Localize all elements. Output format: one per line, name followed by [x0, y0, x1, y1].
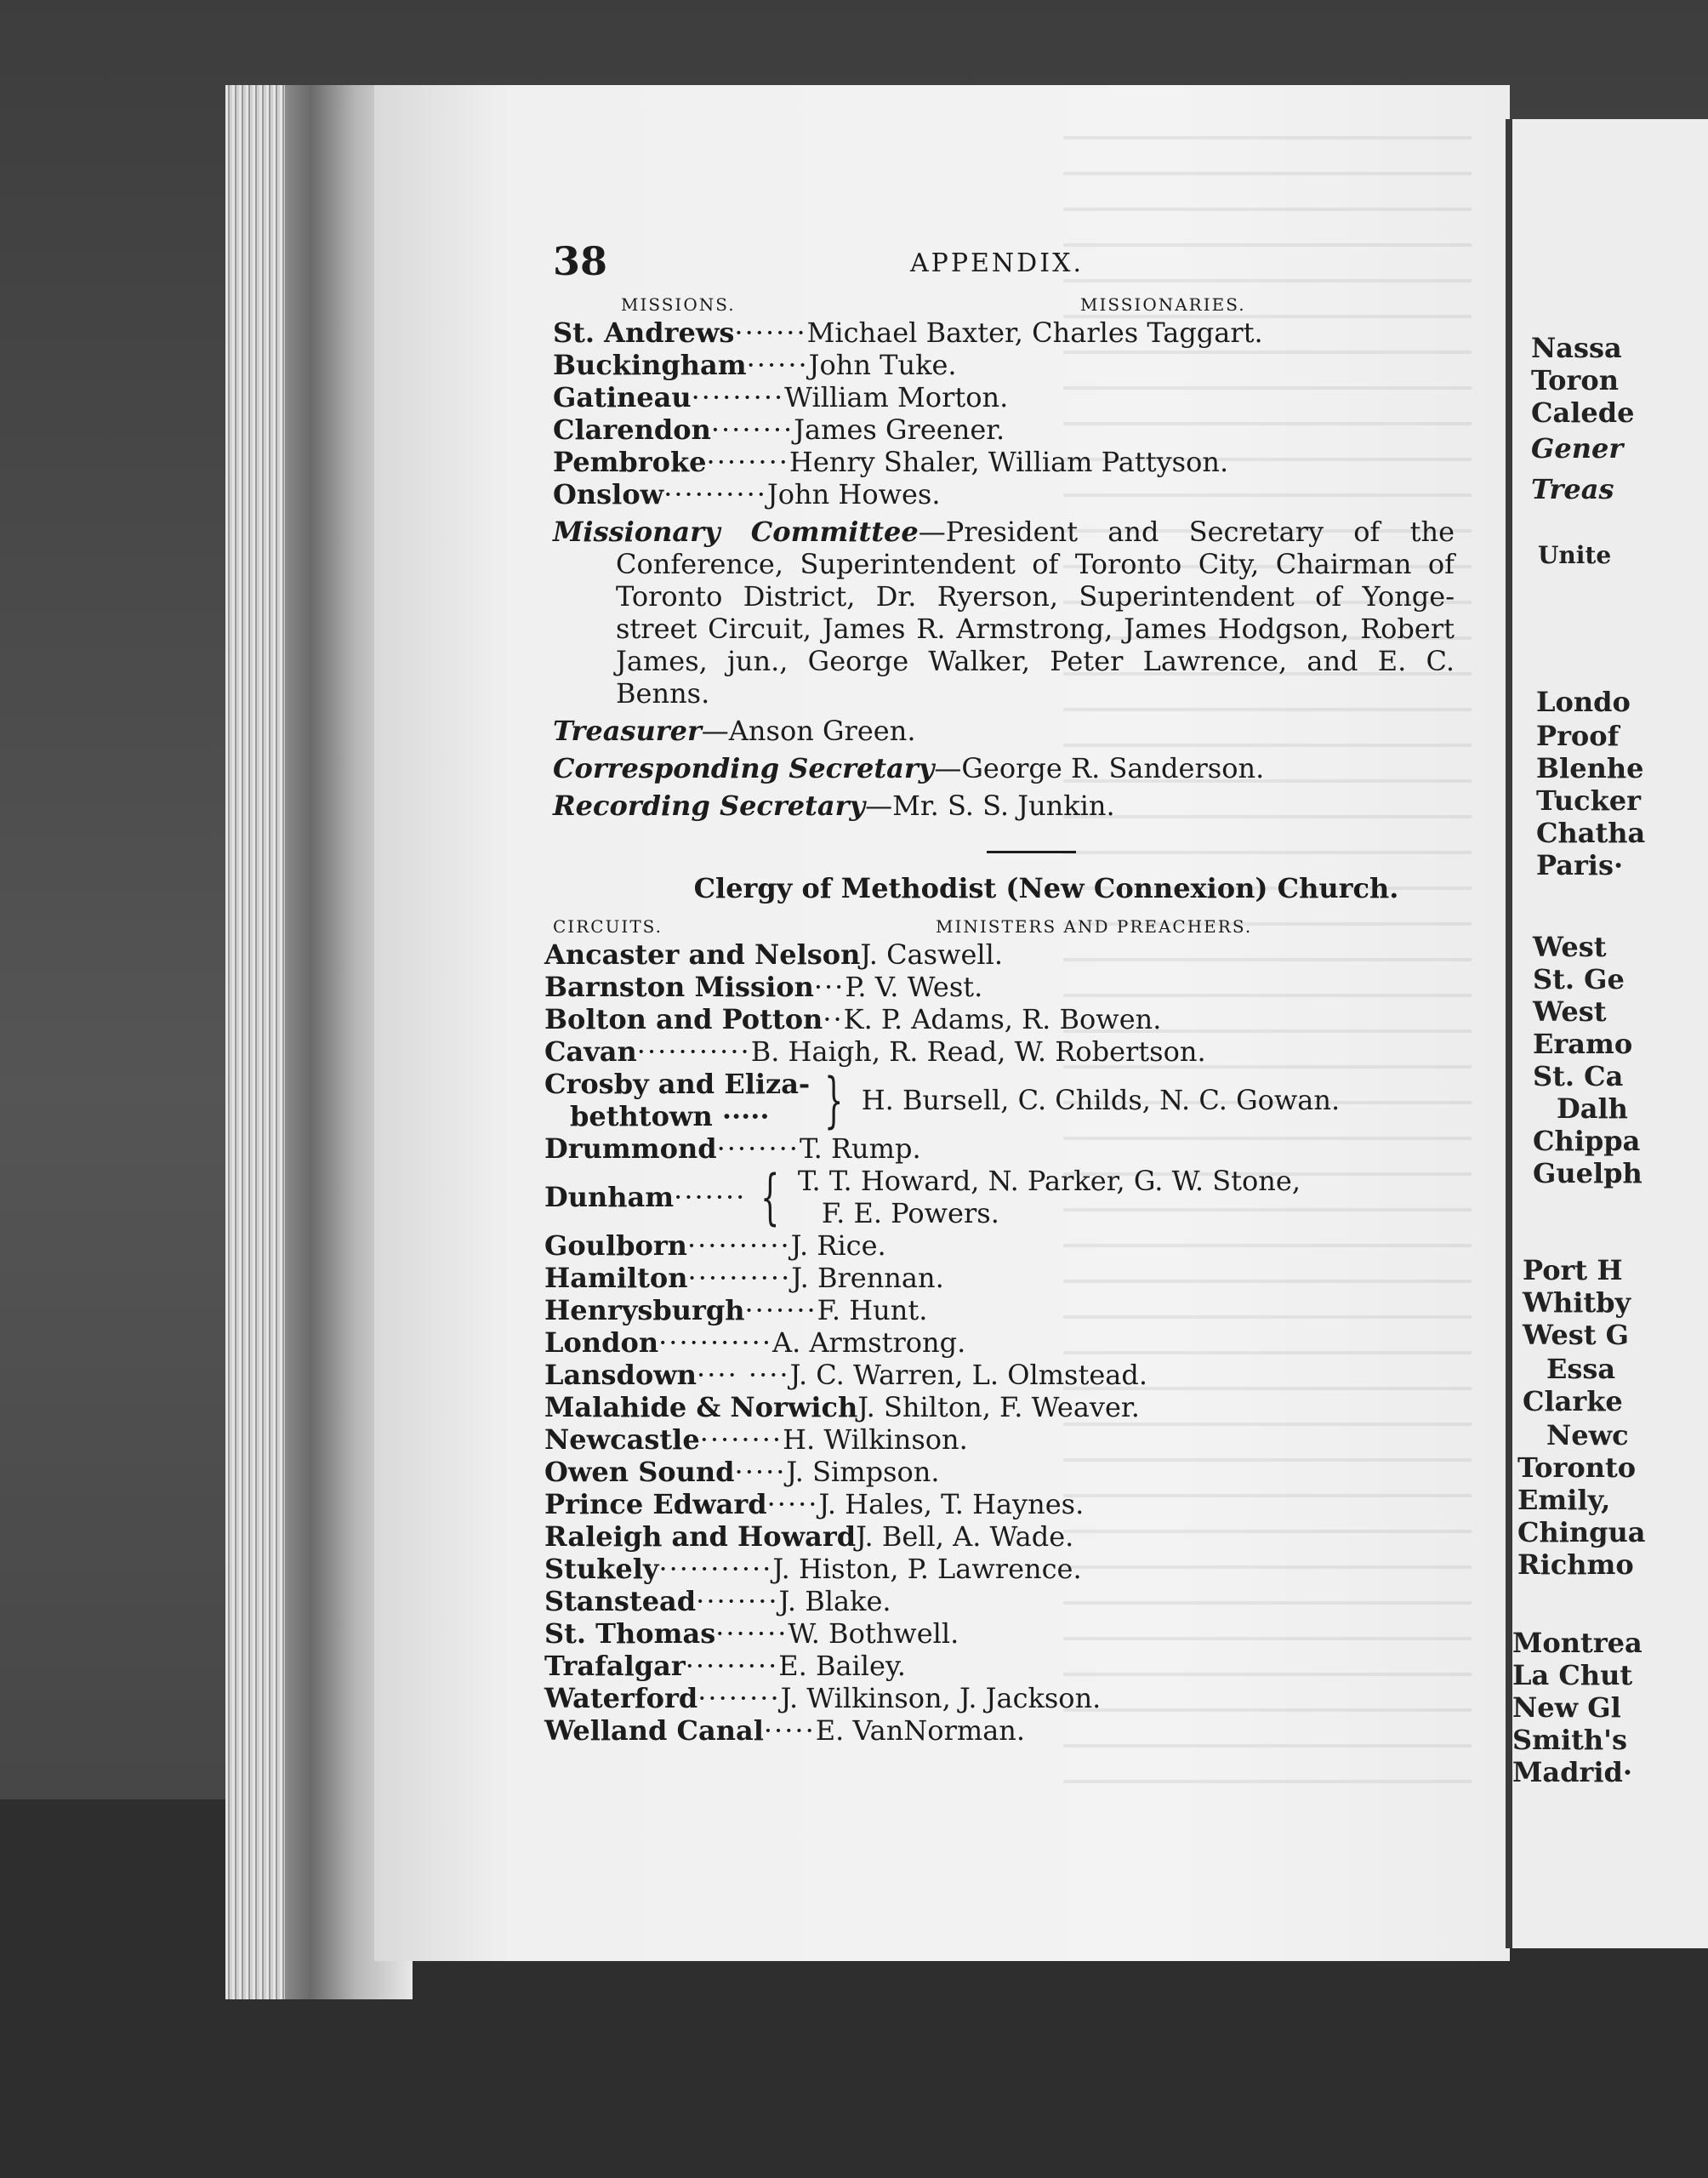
circuit-name: Cavan [544, 1035, 637, 1068]
circuit-name: Stukely [544, 1553, 659, 1585]
list-item [544, 1065, 1480, 1135]
minister-names: J. Caswell. [860, 938, 1004, 971]
list-item [544, 1456, 1480, 1488]
circuit-name: Drummond [544, 1132, 717, 1165]
right-page-word: Chatha [1536, 817, 1646, 849]
list-item [544, 1003, 1480, 1035]
missionary-names: William Morton. [784, 381, 1009, 413]
committee-section [553, 516, 1455, 822]
right-page-word: Richmo [1517, 1548, 1634, 1581]
circuit-name: Ancaster and Nelson [544, 938, 861, 971]
right-page-word: Treas [1531, 473, 1614, 505]
leader-dots: ······· [674, 1181, 747, 1213]
right-page-word: Blenhe [1536, 752, 1644, 784]
corresponding-secretary-label: Corresponding Secretary [553, 752, 935, 784]
page-gutter [1506, 119, 1512, 1948]
circuit-name: London [544, 1326, 659, 1359]
leader-dots: ······· [744, 1294, 817, 1326]
missionaries-header: MISSIONARIES. [1080, 294, 1246, 315]
circuit-name-line: bethtown ····· [570, 1100, 770, 1132]
right-page-word: Emily, [1517, 1484, 1611, 1516]
right-page-word: St. Ge [1533, 963, 1625, 995]
list-item [544, 1488, 1480, 1520]
leader-dots: ······ [746, 349, 809, 381]
list-item [553, 478, 1480, 510]
missionary-names: James Greener. [794, 413, 1005, 446]
minister-names: H. Bursell, C. Childs, N. C. Gowan. [861, 1084, 1341, 1116]
minister-names: J. Rice. [790, 1229, 886, 1262]
circuits-header: CIRCUITS. [553, 916, 663, 937]
minister-names: J. Histon, P. Lawrence. [772, 1553, 1082, 1585]
leader-dots: ····· [763, 1714, 816, 1747]
right-page-word: Guelph [1533, 1157, 1643, 1189]
circuits-list [544, 938, 1480, 1747]
missionary-committee [553, 516, 1455, 710]
right-page-word: West [1533, 931, 1607, 963]
minister-names: E. VanNorman. [815, 1714, 1026, 1747]
right-page-word: St. Ca [1533, 1060, 1624, 1092]
list-item [553, 446, 1480, 478]
minister-names: J. Wilkinson, J. Jackson. [780, 1682, 1102, 1714]
list-item [544, 971, 1480, 1003]
right-page-word: Toronto [1517, 1451, 1637, 1484]
circuit-name: Welland Canal [544, 1714, 764, 1747]
right-page-word: Tucker [1536, 784, 1642, 817]
treasurer-text: —Anson Green. [701, 715, 916, 747]
list-item [544, 1326, 1480, 1359]
right-page-word: Madrid· [1512, 1756, 1633, 1788]
minister-names: J. C. Warren, L. Olmstead. [789, 1359, 1147, 1391]
minister-names: B. Haigh, R. Read, W. Robertson. [750, 1035, 1206, 1068]
minister-names: H. Wilkinson. [783, 1423, 968, 1456]
right-page-word: Toron [1531, 364, 1619, 396]
circuit-name: Owen Sound [544, 1456, 735, 1488]
leader-dots: ·· [823, 1003, 844, 1035]
circuit-name: Bolton and Potton [544, 1003, 823, 1035]
circuit-name: Raleigh and Howard [544, 1520, 857, 1553]
list-item [544, 1262, 1480, 1294]
missions-list [553, 316, 1480, 510]
mission-name: Buckingham [553, 349, 747, 381]
corresponding-secretary [553, 752, 1455, 784]
minister-names: A. Armstrong. [771, 1326, 966, 1359]
leader-dots: ··· [813, 971, 845, 1003]
list-item [544, 1650, 1480, 1682]
right-page-word: Port H [1523, 1254, 1623, 1286]
minister-names-line: F. E. Powers. [821, 1197, 999, 1229]
leader-dots: ········· [685, 1650, 779, 1682]
circuit-name: Goulborn [544, 1229, 687, 1262]
right-page-word: Eramo [1533, 1028, 1633, 1060]
right-page-word: Dalh [1557, 1092, 1628, 1125]
right-page-word: Gener [1531, 432, 1624, 465]
circuit-name: Trafalgar [544, 1650, 686, 1682]
list-item [553, 413, 1480, 446]
right-page-word: Whitby [1523, 1286, 1631, 1319]
right-page-word: Nassa [1531, 332, 1622, 364]
circuit-name: Malahide & Norwich [544, 1391, 858, 1423]
circuit-name: Henrysburgh [544, 1294, 745, 1326]
brace-glyph: } [824, 1065, 844, 1135]
leader-dots: ····· [766, 1488, 819, 1520]
circuit-name: Dunham [544, 1181, 675, 1213]
leader-dots: ······· [734, 316, 807, 349]
missionary-names: John Tuke. [808, 349, 957, 381]
mission-name: Onslow [553, 478, 664, 510]
circuit-name-block [544, 1068, 810, 1132]
circuit-name: Hamilton [544, 1262, 688, 1294]
list-item [544, 1617, 1480, 1650]
minister-names: F. Hunt. [817, 1294, 928, 1326]
mission-name: Gatineau [553, 381, 692, 413]
circuit-name: Waterford [544, 1682, 698, 1714]
missionary-names: John Howes. [766, 478, 941, 510]
list-item [553, 381, 1480, 413]
leader-dots: ······· [715, 1617, 789, 1650]
right-page-word: Newc [1546, 1419, 1629, 1451]
right-page-word: Calede [1531, 396, 1635, 429]
list-item [544, 1132, 1480, 1165]
clergy-section-title: Clergy of Methodist (New Connexion) Church. [693, 872, 1399, 904]
right-page-word: Chingua [1517, 1516, 1646, 1548]
right-page-word: Montrea [1512, 1627, 1643, 1659]
right-page-word: Clarke [1523, 1385, 1623, 1417]
leader-dots: ········ [699, 1423, 783, 1456]
leader-dots: ·········· [686, 1229, 791, 1262]
minister-names: J. Hales, T. Haynes. [818, 1488, 1085, 1520]
list-item [544, 1423, 1480, 1456]
leader-dots: ········ [710, 413, 794, 446]
recording-secretary-text: —Mr. S. S. Junkin. [865, 790, 1115, 822]
list-item [544, 1391, 1480, 1423]
missionary-committee-label: Missionary Committee [553, 516, 919, 548]
right-page-word: Londo [1536, 686, 1631, 718]
minister-names: E. Bailey. [778, 1650, 906, 1682]
recording-secretary [553, 790, 1455, 822]
minister-names: J. Simpson. [786, 1456, 940, 1488]
right-page-word: Paris· [1536, 849, 1624, 881]
right-page-word: Proof [1536, 720, 1620, 752]
page-number: 38 [553, 238, 608, 284]
leader-dots: ········ [697, 1682, 781, 1714]
list-item [544, 1162, 1480, 1232]
missionary-names: Michael Baxter, Charles Taggart. [806, 316, 1263, 349]
right-page-word: West [1533, 995, 1607, 1028]
minister-names-line: T. T. Howard, N. Parker, G. W. Stone, [797, 1165, 1301, 1197]
minister-names: J. Brennan. [791, 1262, 944, 1294]
list-item [544, 1682, 1480, 1714]
circuit-name: Newcastle [544, 1423, 700, 1456]
circuit-name: Prince Edward [544, 1488, 767, 1520]
page-header [527, 238, 1480, 286]
leader-dots: ·········· [663, 478, 767, 510]
minister-names: K. P. Adams, R. Bowen. [843, 1003, 1162, 1035]
right-page-word: Unite [1538, 541, 1612, 569]
minister-names: P. V. West. [845, 971, 983, 1003]
list-item [544, 1294, 1480, 1326]
treasurer-label: Treasurer [553, 715, 702, 747]
page-content [527, 238, 1480, 1747]
minister-names: J. Shilton, F. Weaver. [857, 1391, 1140, 1423]
list-item [544, 1359, 1480, 1391]
list-item [544, 1229, 1480, 1262]
missions-header: MISSIONS. [621, 294, 736, 315]
circuit-name: Stanstead [544, 1585, 697, 1617]
recording-secretary-label: Recording Secretary [553, 790, 866, 822]
leader-dots: ········ [716, 1132, 800, 1165]
right-page-word: Essa [1546, 1353, 1616, 1385]
missions-column-headers [527, 286, 1480, 316]
list-item [544, 1035, 1480, 1068]
right-page-word: La Chut [1512, 1659, 1633, 1691]
leader-dots: ··········· [658, 1326, 772, 1359]
page-title: APPENDIX. [910, 248, 1084, 278]
list-item [544, 1520, 1480, 1553]
mission-name: Clarendon [553, 413, 711, 446]
list-item [544, 938, 1480, 971]
minister-names-block [798, 1165, 1301, 1229]
treasurer [553, 715, 1455, 747]
leader-dots: ··········· [636, 1035, 751, 1068]
right-page-word: New Gl [1512, 1691, 1621, 1724]
minister-names: J. Bell, A. Wade. [856, 1520, 1074, 1553]
leader-dots: ····· [734, 1456, 787, 1488]
leader-dots: ·········· [687, 1262, 792, 1294]
minister-names: T. Rump. [799, 1132, 921, 1165]
circuit-name: Barnston Mission [544, 971, 814, 1003]
mission-name: St. Andrews [553, 316, 735, 349]
minister-names: J. Blake. [778, 1585, 891, 1617]
circuit-name-line: Crosby and Eliza- [544, 1068, 811, 1100]
section-divider [987, 851, 1076, 853]
circuit-name: Lansdown [544, 1359, 697, 1391]
leader-dots: ········· [691, 381, 785, 413]
right-page-word: Chippa [1533, 1125, 1641, 1157]
leader-dots: ········ [696, 1585, 779, 1617]
list-item [553, 316, 1480, 349]
list-item [544, 1553, 1480, 1585]
missionary-names: Henry Shaler, William Pattyson. [789, 446, 1229, 478]
missionary-committee-text: —President and Secretary of the Conference, Superintendent of Toronto City, Chairman of Toronto District, Dr. Ryerson, Superintendent of Yonge-street Circuit, James R. Armstrong, James Hodgson, Robert James, jun., George Walker, Peter Lawrence, and E. C. Benns. [616, 516, 1455, 710]
corresponding-secretary-text: —George R. Sanderson. [934, 752, 1265, 784]
book-page-edges [225, 85, 285, 1999]
minister-names: W. Bothwell. [788, 1617, 959, 1650]
mission-name: Pembroke [553, 446, 707, 478]
list-item [544, 1585, 1480, 1617]
clergy-column-headers [527, 904, 1480, 938]
brace-glyph: { [760, 1162, 780, 1232]
right-page-word: Smith's [1512, 1724, 1627, 1756]
right-page-word: West G [1523, 1319, 1629, 1351]
list-item [553, 349, 1480, 381]
ministers-header: MINISTERS AND PREACHERS. [936, 916, 1253, 937]
leader-dots: ········ [706, 446, 789, 478]
leader-dots: ··········· [658, 1553, 773, 1585]
circuit-name: St. Thomas [544, 1617, 716, 1650]
leader-dots: ···· ···· [697, 1359, 790, 1391]
list-item [544, 1714, 1480, 1747]
